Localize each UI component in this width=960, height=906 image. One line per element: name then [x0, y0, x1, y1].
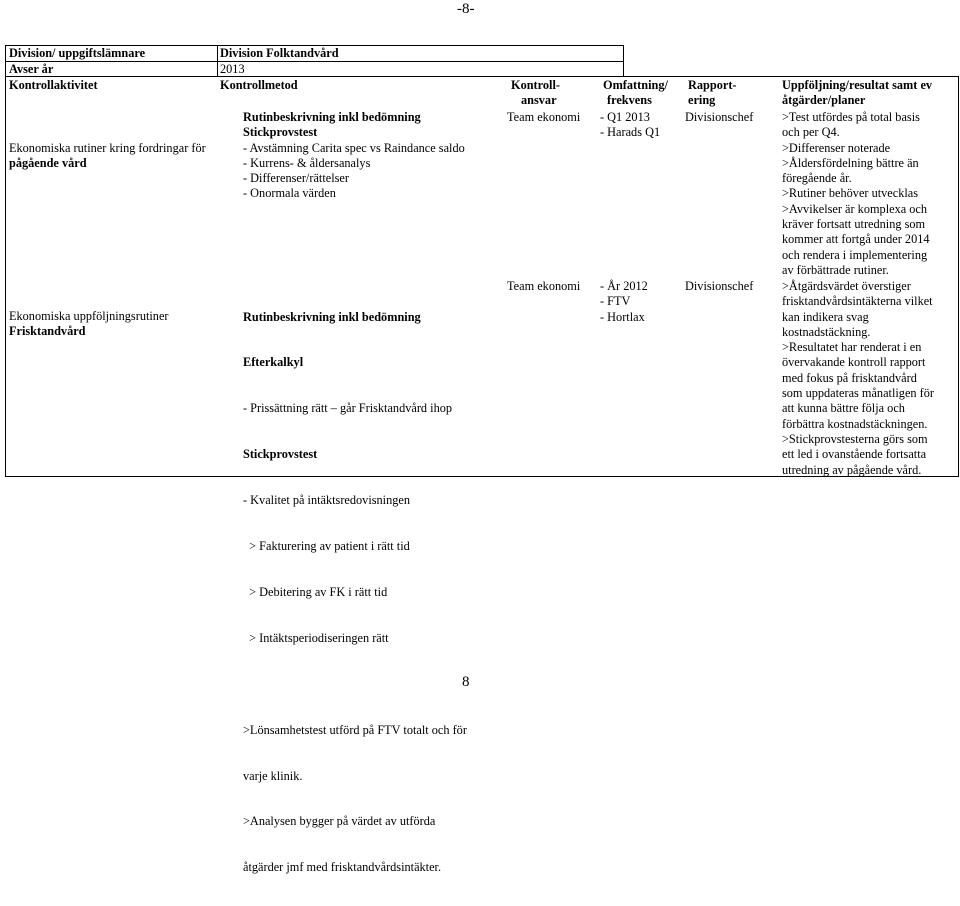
- col-rapport-2: ering: [688, 93, 716, 107]
- method-line: Rutinbeskrivning inkl bedömning: [243, 110, 421, 124]
- uppfoljning-cell: [782, 279, 934, 478]
- division-label: Division/ uppgiftslämnare: [9, 46, 146, 60]
- method-line: >Analysen bygger på värdet av utförda: [243, 814, 436, 829]
- uppfoljning-line: kommer att fortgå under 2014: [782, 232, 930, 247]
- ansvar-cell: Team ekonomi: [507, 279, 581, 293]
- uppfoljning-line: att kunna bättre följa och: [782, 401, 905, 416]
- col-ansvar-2: ansvar: [521, 93, 557, 107]
- method-line: Stickprovstest: [243, 125, 318, 140]
- method-line: [243, 677, 467, 692]
- omfattning-line: - FTV: [600, 294, 631, 309]
- activity-line: Ekonomiska uppföljningsrutiner: [9, 309, 169, 323]
- uppfoljning-line: med fokus på frisktandvård: [782, 370, 917, 385]
- omfattning-line: - Harads Q1: [600, 125, 661, 140]
- uppfoljning-line: >Test utfördes på total basis: [782, 110, 920, 124]
- uppfoljning-line: >Stickprovstesterna görs som: [782, 431, 928, 446]
- method-line: >Lönsamhetstest utförd på FTV totalt och för: [243, 722, 467, 737]
- uppfoljning-line: >Differenser noterade: [782, 140, 891, 155]
- rapport-cell: Divisionschef: [685, 110, 754, 124]
- uppfoljning-line: utredning av pågående vård.: [782, 462, 922, 477]
- method-cell: [243, 110, 465, 202]
- uppfoljning-line: >Resultatet har renderat i en: [782, 340, 922, 355]
- uppfoljning-line: föregående år.: [782, 171, 852, 186]
- col-rapport-1: Rapport-: [688, 78, 737, 92]
- ansvar-cell: Team ekonomi: [507, 110, 581, 124]
- page-number-header: -8-: [457, 1, 475, 17]
- uppfoljning-line: kräver fortsatt utredning som: [782, 217, 926, 232]
- method-line: Stickprovstest: [243, 447, 318, 462]
- uppfoljning-line: av förbättrade rutiner.: [782, 262, 889, 277]
- uppfoljning-line: >Rutiner behöver utvecklas: [782, 186, 919, 201]
- col-omfattning-1: Omfattning/: [603, 78, 668, 92]
- method-line: Efterkalkyl: [243, 355, 304, 370]
- uppfoljning-cell: [782, 110, 930, 278]
- uppfoljning-line: som uppdateras månatligen för: [782, 386, 934, 401]
- uppfoljning-line: övervakande kontroll rapport: [782, 355, 926, 370]
- uppfoljning-line: frisktandvårdsintäkterna vilket: [782, 294, 933, 309]
- activity-line: pågående vård: [9, 156, 87, 170]
- omfattning-line: - År 2012: [600, 279, 648, 293]
- uppfoljning-line: kostnadstäckning.: [782, 324, 871, 339]
- year-label: Avser år: [9, 62, 54, 76]
- uppfoljning-line: och rendera i implementering: [782, 247, 928, 262]
- method-line: - Avstämning Carita spec vs Raindance saldo: [243, 140, 465, 155]
- method-line: åtgärder jmf med frisktandvårdsintäkter.: [243, 860, 442, 875]
- uppfoljning-line: ett led i ovanstående fortsatta: [782, 447, 927, 462]
- method-line: > Fakturering av patient i rätt tid: [243, 539, 410, 554]
- uppfoljning-line: förbättra kostnadstäckningen.: [782, 416, 928, 431]
- omfattning-line: - Q1 2013: [600, 110, 650, 124]
- method-line: > Debitering av FK i rätt tid: [243, 584, 388, 599]
- uppfoljning-line: >Åldersfördelning bättre än: [782, 155, 919, 170]
- omfattning-cell: [600, 279, 648, 325]
- uppfoljning-line: och per Q4.: [782, 125, 840, 140]
- col-aktivitet: Kontrollaktivitet: [9, 78, 98, 92]
- activity-line: Ekonomiska rutiner kring fordringar för: [9, 141, 206, 155]
- method-line: - Kurrens- & åldersanalys: [243, 155, 371, 170]
- method-line: - Prissättning rätt – går Frisktandvård ihop: [243, 401, 453, 416]
- col-uppfoljning-2: åtgärder/planer: [782, 93, 866, 107]
- method-line: - Differenser/rättelser: [243, 171, 349, 186]
- method-cell: [243, 279, 467, 906]
- col-metod: Kontrollmetod: [220, 78, 298, 92]
- rapport-cell: Divisionschef: [685, 279, 754, 293]
- uppfoljning-line: kan indikera svag: [782, 309, 869, 324]
- uppfoljning-line: >Åtgärdsvärdet överstiger: [782, 279, 911, 293]
- division-value: Division Folktandvård: [220, 46, 339, 60]
- omfattning-cell: [600, 110, 660, 141]
- page-number-footer: 8: [462, 674, 470, 690]
- method-line: varje klinik.: [243, 768, 303, 783]
- col-ansvar-1: Kontroll-: [511, 78, 560, 92]
- activity-line: Frisktandvård: [9, 324, 86, 338]
- col-uppfoljning-1: Uppföljning/resultat samt ev: [782, 78, 933, 92]
- omfattning-line: - Hortlax: [600, 309, 645, 324]
- year-value: 2013: [220, 62, 245, 76]
- method-line: - Kvalitet på intäktsredovisningen: [243, 493, 410, 508]
- method-line: > Intäktsperiodiseringen rätt: [243, 630, 389, 645]
- uppfoljning-line: >Avvikelser är komplexa och: [782, 201, 927, 216]
- method-line: - Onormala värden: [243, 186, 336, 201]
- method-line: Rutinbeskrivning inkl bedömning: [243, 309, 421, 324]
- col-omfattning-2: frekvens: [607, 93, 652, 107]
